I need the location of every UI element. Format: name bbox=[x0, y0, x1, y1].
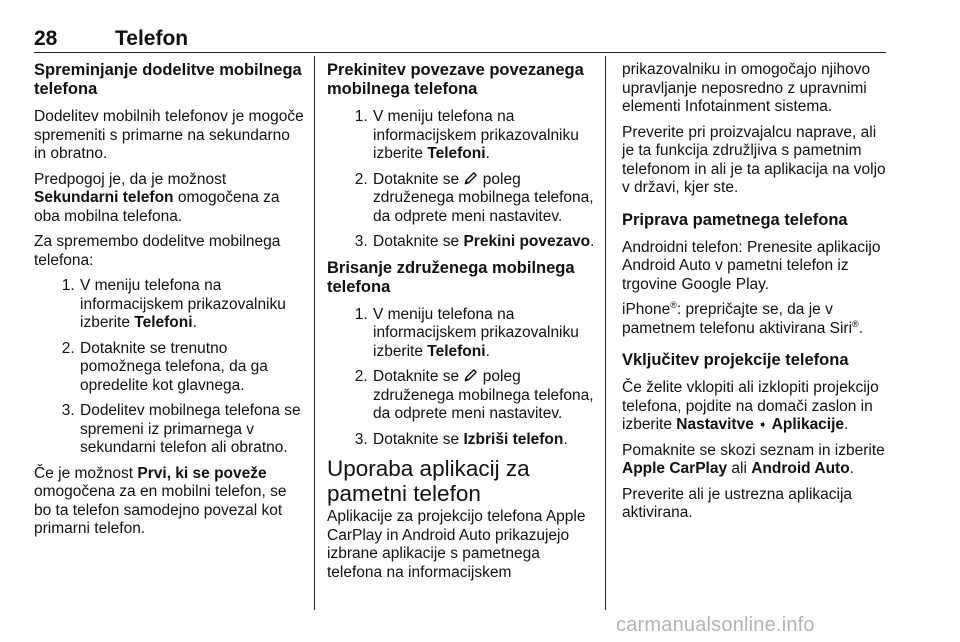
column-divider-1 bbox=[314, 56, 315, 610]
chapter-title: Telefon bbox=[115, 27, 189, 50]
paragraph: Če želite vklopiti ali izklopiti projekcijo telefona, pojdite na domači zaslon in izberite Nastavitve ➧ Aplikacije. bbox=[622, 379, 879, 433]
steps-list bbox=[34, 277, 304, 458]
chapter-section-title-smartphone-apps: Uporaba aplikacij za pametni telefon bbox=[327, 456, 530, 506]
menu-name: Aplikacije bbox=[771, 416, 845, 433]
paragraph: Aplikacije za projekcijo telefona Apple CarPlay in Android Auto prikazujejo izbrane aplikacije s pametnega telefona na informacijskem bbox=[327, 508, 586, 581]
option-name: Prvi, ki se poveže bbox=[137, 464, 267, 482]
column-3 bbox=[622, 61, 890, 530]
pencil-icon bbox=[463, 368, 478, 383]
header-divider bbox=[34, 52, 886, 53]
section-title-change-assignment: Spreminjanje dodelitve mobilnega telefona bbox=[34, 61, 302, 98]
paragraph: Če je možnost Prvi, ki se poveže omogočena za en mobilni telefon, se bo ta telefon samodejno povezal kot primarni telefon. bbox=[34, 464, 287, 537]
list-item: 2. Dotaknite se poleg združenega mobilnega telefona, da odprete meni nastavitev. bbox=[372, 171, 595, 227]
paragraph: Preverite pri proizvajalcu naprave, ali je ta funkcija združljiva s pametnim telefonom in ali je ta aplikacija na voljo v državi, kjer ste. bbox=[622, 123, 886, 196]
paragraph: iPhone®: prepričajte se, da je v pametnem telefonu aktivirana Siri®. bbox=[622, 299, 863, 337]
list-item: 2. Dotaknite se poleg združenega mobilnega telefona, da odprete meni nastavitev. bbox=[372, 368, 595, 424]
list-item: 3. Dotaknite se Prekini povezavo. bbox=[372, 233, 595, 252]
column-2 bbox=[327, 61, 595, 589]
list-item: 1. V meniju telefona na informacijskem prikazovalniku izberite Telefoni. bbox=[79, 277, 304, 333]
list-item: 1. V meniju telefona na informacijskem prikazovalniku izberite Telefoni. bbox=[372, 108, 595, 164]
section-title-prepare-smartphone: Priprava pametnega telefona bbox=[622, 210, 848, 229]
app-name: Android Auto bbox=[751, 460, 850, 477]
app-name: Apple CarPlay bbox=[622, 460, 728, 477]
menu-name: Nastavitve bbox=[676, 416, 754, 433]
menu-name: Telefoni bbox=[427, 145, 486, 162]
pencil-icon bbox=[463, 171, 478, 186]
arrow-right-icon: ➧ bbox=[758, 419, 768, 431]
paragraph: prikazovalniku in omogočajo njihovo upravljanje neposredno z upravnimi elementi Infotainment sistema. bbox=[622, 61, 871, 115]
menu-name: Telefoni bbox=[134, 314, 193, 331]
list-item: 3. Dodelitev mobilnega telefona se spremeni iz primarnega v sekundarni telefon ali obratno. bbox=[79, 402, 304, 458]
paragraph: Dodelitev mobilnih telefonov je mogoče spremeniti s primarne na sekundarno in obratno. bbox=[34, 108, 304, 162]
paragraph: Preverite ali je ustrezna aplikacija aktivirana. bbox=[622, 485, 853, 521]
section-title-delete-phone: Brisanje združenega mobilnega telefona bbox=[327, 258, 575, 296]
column-1 bbox=[34, 61, 304, 546]
option-name: Sekundarni telefon bbox=[34, 189, 174, 206]
list-item: 3. Dotaknite se Izbriši telefon. bbox=[372, 431, 595, 450]
steps-list bbox=[327, 306, 595, 450]
menu-name: Telefoni bbox=[427, 342, 486, 360]
option-name: Izbriši telefon bbox=[463, 430, 564, 448]
section-title-enable-projection: Vključitev projekcije telefona bbox=[622, 351, 849, 369]
list-item: 2. Dotaknite se trenutno pomožnega telefona, da ga opredelite kot glavnega. bbox=[79, 340, 304, 396]
paragraph: Za spremembo dodelitve mobilnega telefona: bbox=[34, 233, 281, 269]
steps-list bbox=[327, 108, 595, 252]
watermark: carmanualsonline.info bbox=[616, 614, 815, 636]
column-divider-2 bbox=[605, 56, 606, 610]
paragraph: Androidni telefon: Prenesite aplikacijo Android Auto v pametni telefon iz trgovine Google Play. bbox=[622, 238, 881, 293]
paragraph: Pomaknite se skozi seznam in izberite Apple CarPlay ali Android Auto. bbox=[622, 441, 885, 477]
section-title-disconnect: Prekinitev povezave povezanega mobilnega telefona bbox=[327, 61, 584, 98]
page-header bbox=[34, 27, 886, 51]
paragraph: Predpogoj je, da je možnost Sekundarni telefon omogočena za oba mobilna telefona. bbox=[34, 170, 280, 225]
list-item: 1. V meniju telefona na informacijskem prikazovalniku izberite Telefoni. bbox=[372, 306, 595, 362]
option-name: Prekini povezavo bbox=[463, 233, 591, 250]
page-number: 28 bbox=[34, 27, 58, 50]
